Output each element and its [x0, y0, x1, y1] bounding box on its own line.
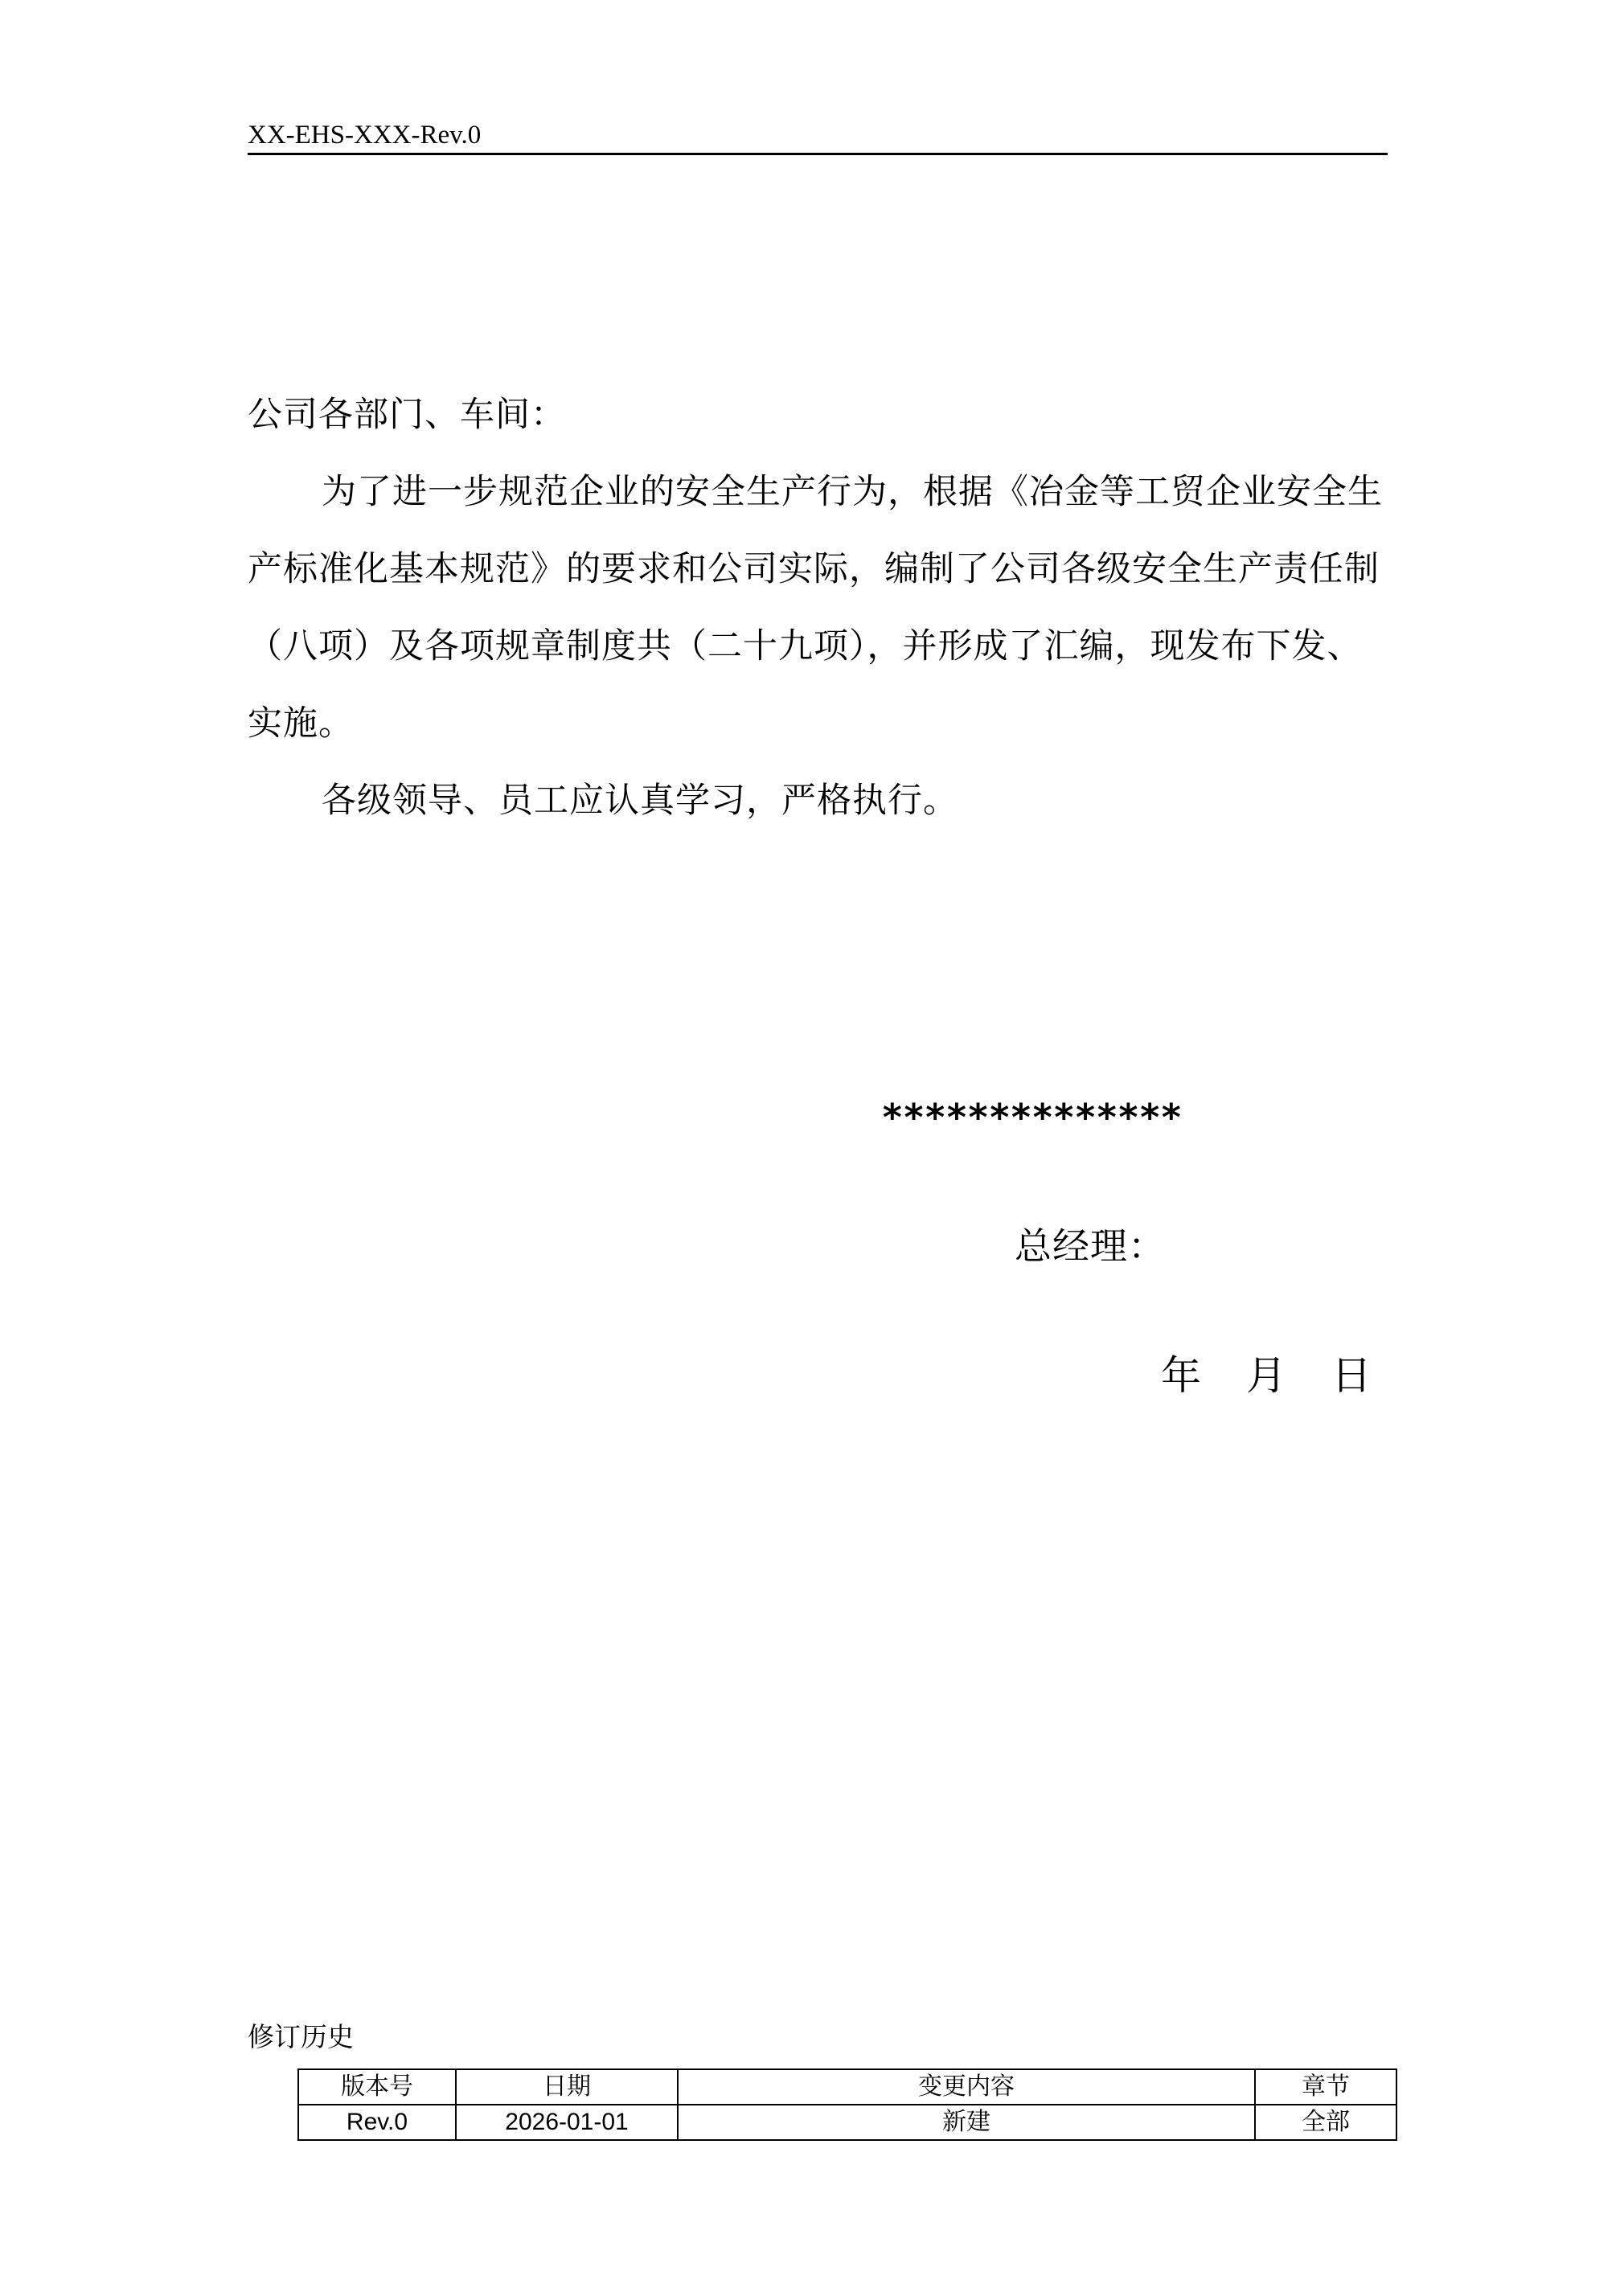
column-header-date: 日期	[456, 2069, 678, 2105]
paragraph-announcement: 为了进一步规范企业的安全生产行为，根据《冶金等工贸企业安全生产标准化基本规范》的要求和公司实际，编制了公司各级安全生产责任制（八项）及各项规章制度共（二十九项），并形成了汇编，现发布下发、实施。	[248, 472, 1383, 744]
table-row	[298, 2105, 1396, 2140]
salutation: 公司各部门、车间：	[248, 395, 566, 435]
cell-version: Rev.0	[298, 2105, 456, 2140]
company-name-placeholder: **************	[881, 1096, 1182, 1139]
revision-history-table	[297, 2068, 1397, 2141]
header-rule	[248, 153, 1388, 155]
general-manager-label: 总经理：	[1015, 1224, 1166, 1268]
column-header-section: 章节	[1255, 2069, 1396, 2105]
document-code: XX-EHS-XXX-Rev.0	[248, 121, 482, 150]
revision-history-title: 修订历史	[248, 2021, 354, 2052]
day-label: 日	[1331, 1352, 1372, 1399]
table-header-row	[298, 2069, 1396, 2105]
signature-date	[1161, 1339, 1372, 1412]
column-header-version: 版本号	[298, 2069, 456, 2105]
cell-section: 全部	[1255, 2105, 1396, 2140]
year-label: 年	[1161, 1352, 1201, 1399]
letter-body	[248, 376, 1388, 839]
month-label: 月	[1246, 1352, 1286, 1399]
cell-date: 2026-01-01	[456, 2105, 678, 2140]
cell-change: 新建	[678, 2105, 1255, 2140]
column-header-change: 变更内容	[678, 2069, 1255, 2105]
paragraph-instruction: 各级领导、员工应认真学习，严格执行。	[322, 781, 958, 821]
